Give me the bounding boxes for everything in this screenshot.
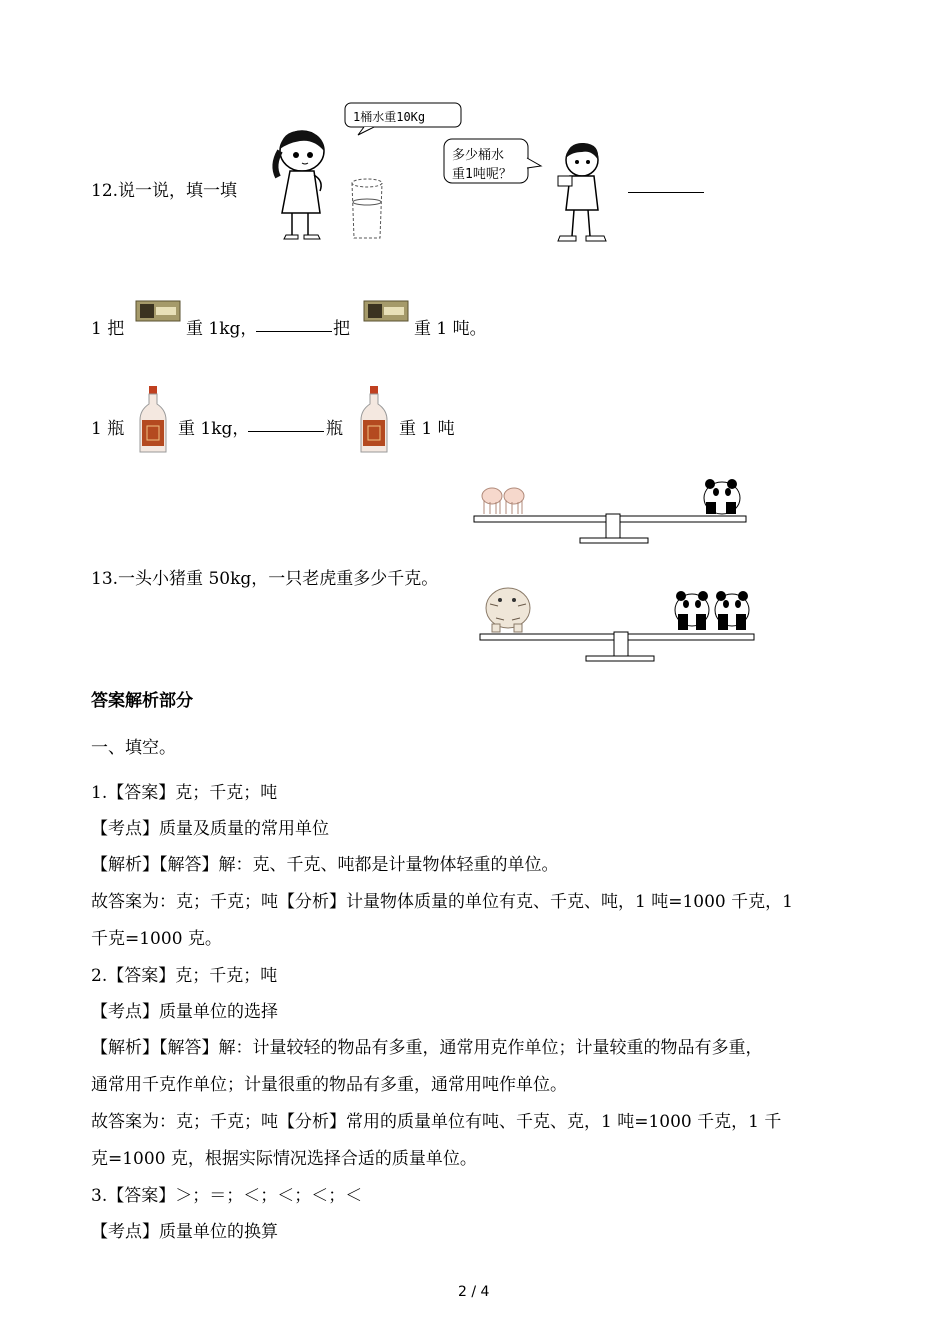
q12-answer-blank[interactable]: [628, 191, 704, 193]
rice-bag-icon: [136, 301, 180, 321]
answer-line: 故答案为：克；千克；吨【分析】计量物体质量的单位有克、千克、吨，1 吨=1000 千克，1: [91, 892, 793, 912]
answer-line: 1.【答案】克；千克；吨: [91, 783, 278, 803]
boy-bubble-text-2: 重1吨呢？: [452, 167, 512, 182]
q13-label: 13.一头小猪重 50kg，一只老虎重多少千克。: [91, 569, 439, 589]
oil-bottle-icon: [138, 386, 168, 454]
girl-bubble-text: 1桶水重10Kg: [353, 110, 426, 124]
answer-line: 【解析】【解答】解：计量较轻的物品有多重，通常用克作单位；计量较重的物品有多重，: [91, 1038, 763, 1058]
answer-line: 3.【答案】＞；＝；＜；＜；＜；＜: [91, 1186, 363, 1206]
answers-heading: 答案解析部分: [91, 691, 193, 711]
panda-icon: [715, 591, 749, 630]
bottle-answer-blank[interactable]: [248, 430, 324, 432]
bottle-row-text-d: 重 1 吨: [399, 419, 455, 439]
pig-icon: [482, 488, 524, 514]
answer-line: 【考点】质量单位的换算: [91, 1222, 278, 1242]
answers-section-title: 一、填空。: [91, 738, 176, 758]
answer-line: 通常用千克作单位；计量很重的物品有多重，通常用吨作单位。: [91, 1075, 567, 1095]
rice-bag-icon: [364, 301, 408, 321]
oil-bottle-icon: [359, 386, 389, 454]
bottle-row-text-b: 重 1kg，: [178, 419, 250, 439]
answer-line: 克=1000 克，根据实际情况选择合适的质量单位。: [91, 1149, 477, 1169]
rice-row-text-c: 把: [333, 319, 350, 339]
panda-icon: [675, 591, 709, 630]
q12-label: 12.说一说，填一填: [91, 181, 238, 201]
bucket-illustration: [350, 178, 384, 242]
balance-pigs-panda: [470, 470, 755, 548]
boy-illustration: [548, 140, 613, 245]
rice-answer-blank[interactable]: [256, 330, 332, 332]
bottle-row-text-c: 瓶: [326, 419, 343, 439]
answer-line: 千克=1000 克。: [91, 929, 222, 949]
rice-row-text-d: 重 1 吨。: [414, 319, 487, 339]
boy-bubble-text-1: 多少桶水: [452, 148, 505, 163]
balance-tiger-pandas: [476, 574, 761, 664]
panda-icon: [704, 479, 740, 514]
tiger-icon: [486, 588, 530, 632]
bottle-row-text-a: 1 瓶: [91, 419, 125, 439]
answer-line: 【考点】质量及质量的常用单位: [91, 819, 329, 839]
answer-line: 故答案为：克；千克；吨【分析】常用的质量单位有吨、千克、克，1 吨=1000 千克，1 千: [91, 1112, 782, 1132]
rice-row-text-a: 1 把: [91, 319, 125, 339]
rice-row-text-b: 重 1kg，: [186, 319, 258, 339]
girl-illustration: [262, 125, 342, 245]
page-number: 2 / 4: [458, 1284, 490, 1300]
answer-line: 【考点】质量单位的选择: [91, 1002, 278, 1022]
answer-line: 2.【答案】克；千克；吨: [91, 966, 278, 986]
answer-line: 【解析】【解答】解：克、千克、吨都是计量物体轻重的单位。: [91, 855, 559, 875]
